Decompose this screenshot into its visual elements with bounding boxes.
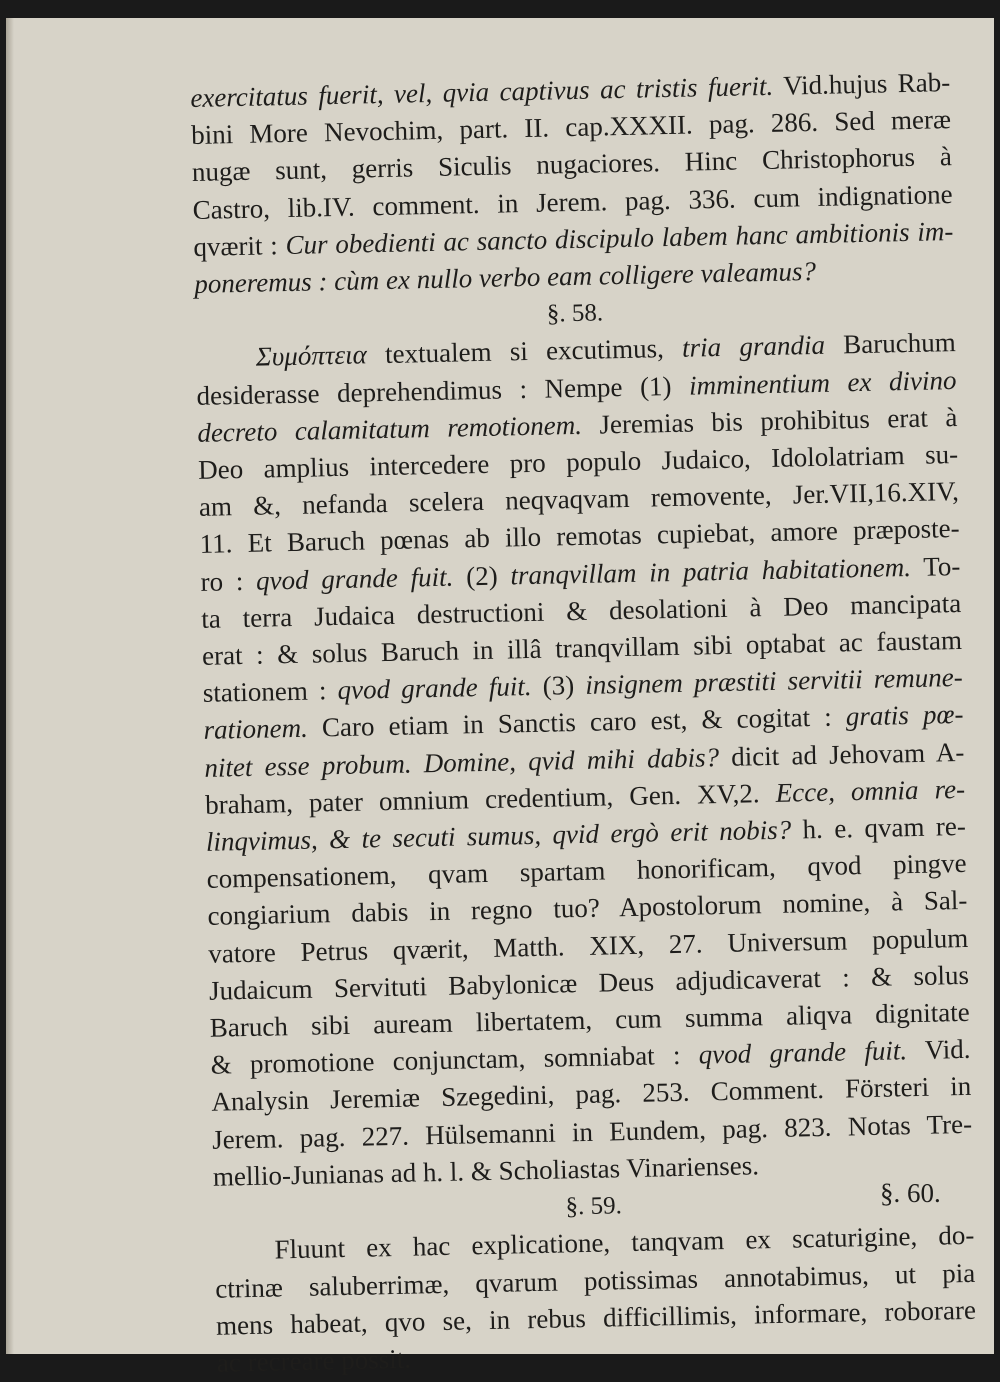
text-line: Deo amplius intercedere pro populo Judaico, Idololatriam su- (197, 439, 959, 485)
text-span: & promotione conjunctam, somniabat : (210, 1040, 681, 1081)
text-line: Baruch sibi auream libertatem, cum summa aliqva dignitate (209, 996, 971, 1043)
text-line: Jerem. pag. 227. Hülsemanni in Eundem, pag. 823. Notas Tre- (211, 1108, 973, 1155)
text-line: ta terra Judaica destructioni & desolationi à Deo mancipata (200, 587, 962, 634)
text-span-italic: exercitatus fuerit, vel, qvia captivus ac tristis fuerit. (190, 70, 774, 113)
text-span-italic: rationem. (203, 713, 309, 746)
text-span: Baruchum (824, 327, 956, 361)
text-span: (3) (531, 670, 575, 702)
text-span: Jeremias bis prohibitus erat à (581, 401, 958, 440)
text-span-italic: gratis pœ- (831, 699, 964, 733)
text-line: vatore Petrus qværit, Matth. XIX, 27. Universum populum (207, 922, 969, 969)
text-span-italic: Ecce, omnia re- (759, 773, 966, 809)
text-span-italic: tria grandia (663, 330, 826, 364)
text-span: Vid. (906, 1034, 971, 1066)
text-line: compensationem, qvam spartam honorificam, qvod pingve (206, 848, 967, 895)
text-line: Fluunt ex hac explicatione, tanqvam ex scaturigine, do- (274, 1220, 975, 1265)
text-line: Castro, lib.IV. comment. in Jerem. pag. 336. cum indignatione (192, 178, 953, 225)
text-line: bini More Nevochim, part. II. cap.XXXII. pag. 286. Sed meræ (190, 104, 952, 151)
text-span: Caro etiam in Sanctis caro est, & cogitat : (307, 702, 832, 744)
section-heading-59: §. 59. (565, 1192, 623, 1221)
text-span: dicit ad Jehovam A- (718, 736, 965, 772)
text-span-italic: nitet esse probum. Domine, qvid mihi dabis? (204, 741, 720, 783)
text-span: stationem : (202, 675, 327, 709)
section-heading-58: §. 58. (546, 299, 604, 328)
text-span: textualem si excutimus, (366, 333, 665, 370)
text-line: ac recreare possit. (216, 1343, 412, 1378)
text-span-italic: qvod grande fuit. (326, 671, 532, 706)
text-span-italic: decreto calamitatum remotionem. (197, 409, 583, 448)
text-line: ctrinæ saluberrimæ, qvarum potissimas annotabimus, ut pia (214, 1257, 976, 1304)
text-span: Vid.hujus Rab- (782, 67, 951, 101)
text-span-italic: qvod grande fuit. (680, 1035, 908, 1071)
text-span-italic: imminentium ex divino (671, 364, 957, 401)
text-span: h. e. qvam re- (790, 810, 967, 845)
greek-word: Συμόπτεια (255, 339, 368, 373)
text-span: desiderasse deprehendimus : Nempe (1) (196, 370, 672, 411)
text-span: To- (910, 550, 961, 582)
text-line: congiarium dabis in regno tuo? Apostolorum nomine, à Sal- (207, 885, 968, 932)
text-line: mens habeat, qvo se, in rebus difficillimis, informare, roborare (215, 1294, 977, 1341)
page-edge-shadow (6, 18, 14, 1354)
text-span: ro : (200, 565, 244, 597)
text-span-italic: insignem præstiti servitii remune- (573, 662, 964, 701)
text-span-italic: tranqvillam in patria habitationem. (497, 551, 912, 591)
body-text (190, 64, 977, 1382)
text-line: poneremus : cùm ex nullo verbo eam colligere valeamus? (193, 255, 817, 299)
text-line: erat : & solus Baruch in illâ tranqvillam sibi optabat ac faustam (201, 625, 963, 671)
text-span-italic: qvod grande fuit. (242, 561, 454, 596)
text-line: 11. Et Baruch pœnas ab illo remotas cupiebat, amore præposte- (199, 513, 960, 560)
text-span-italic: linqvimus, & te secuti sumus, qvid ergò erit nobis? (205, 814, 792, 857)
text-span: qværit : (193, 230, 279, 262)
text-line: mellio-Junianas ad h. l. & Scholiastas Vinarienses. (212, 1150, 760, 1192)
text-line: Analysin Jeremiæ Szegedini, pag. 253. Comment. Försteri in (211, 1071, 972, 1118)
text-line: nugæ sunt, gerris Siculis nugaciores. Hinc Christophorus à (191, 141, 953, 188)
text-line: Judaicum Servituti Babylonicæ Deus adjudicaverat : & solus (208, 959, 970, 1006)
catchword: §. 60. (880, 1178, 941, 1208)
text-span: (2) (453, 560, 498, 592)
text-span: braham, pater omnium credentium, Gen. XV,2. (204, 778, 760, 820)
text-span-italic: Cur obedienti ac sancto discipulo labem hanc ambitionis im- (285, 215, 954, 260)
text-line: am &, nefanda scelera neqvaqvam removente, Jer.VII,16.XIV, (198, 476, 960, 523)
